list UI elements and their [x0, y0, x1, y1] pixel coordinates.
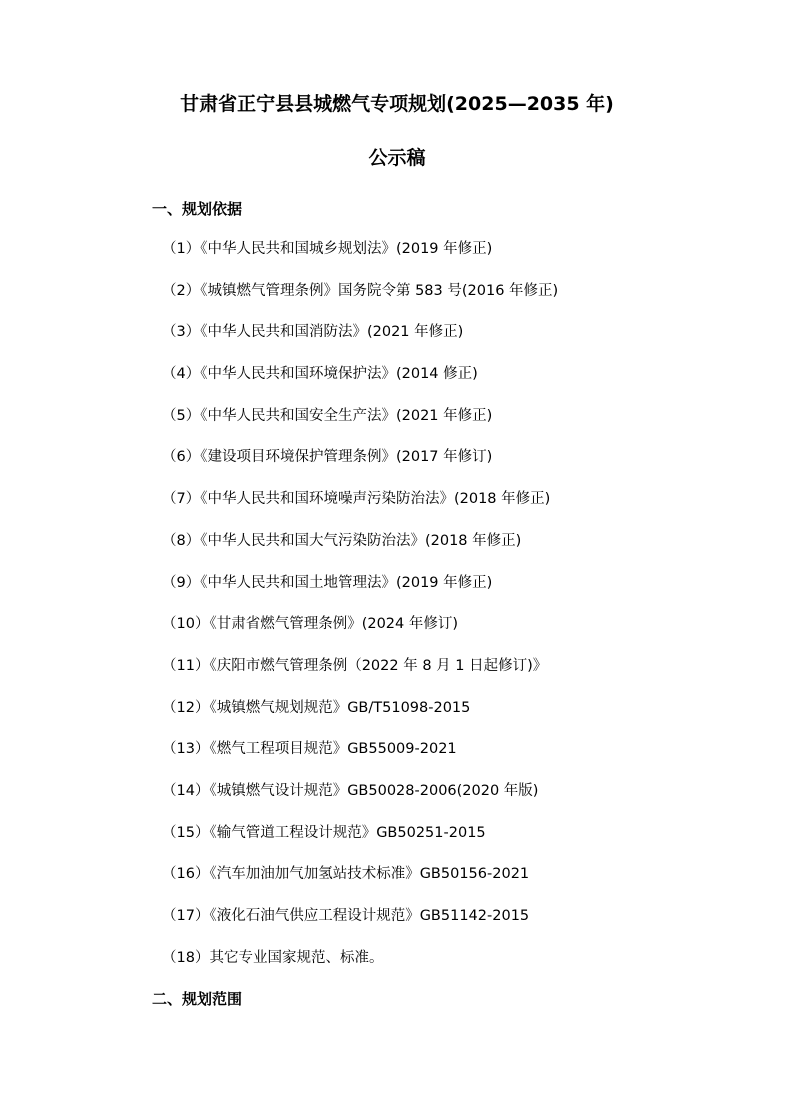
reference-item: （2）《城镇燃气管理条例》国务院令第 583 号(2016 年修正) [162, 282, 559, 299]
reference-item: （10）《甘肃省燃气管理条例》(2024 年修订) [162, 616, 459, 633]
reference-item: （9）《中华人民共和国土地管理法》(2019 年修正) [162, 574, 493, 591]
document-subtitle: 公示稿 [368, 147, 426, 169]
reference-item: （14）《城镇燃气设计规范》GB50028-2006(2020 年版) [162, 782, 539, 799]
document-title: 甘肃省正宁县县城燃气专项规划(2025—2035 年) [180, 93, 614, 115]
reference-item: （3）《中华人民共和国消防法》(2021 年修正) [162, 324, 464, 341]
reference-item: （8）《中华人民共和国大气污染防治法》(2018 年修正) [162, 532, 522, 549]
reference-item: （18）其它专业国家规范、标准。 [162, 949, 384, 966]
reference-item: （13）《燃气工程项目规范》GB55009-2021 [162, 741, 457, 758]
section-heading-scope: 二、规划范围 [152, 990, 243, 1008]
reference-item: （5）《中华人民共和国安全生产法》(2021 年修正) [162, 407, 493, 424]
section-heading-basis: 一、规划依据 [152, 200, 243, 218]
reference-list [162, 238, 558, 988]
reference-item: （1）《中华人民共和国城乡规划法》(2019 年修正) [162, 241, 493, 257]
reference-item: （12）《城镇燃气规划规范》GB/T51098-2015 [162, 699, 471, 716]
reference-item: （7）《中华人民共和国环境噪声污染防治法》(2018 年修正) [162, 491, 551, 508]
reference-item: （15）《输气管道工程设计规范》GB50251-2015 [162, 824, 486, 841]
reference-item: （16）《汽车加油加气加氢站技术标准》GB50156-2021 [162, 866, 530, 883]
reference-item: （11）《庆阳市燃气管理条例（2022 年 8 月 1 日起修订)》 [162, 657, 548, 674]
reference-item: （6）《建设项目环境保护管理条例》(2017 年修订) [162, 449, 493, 466]
reference-item: （17）《液化石油气供应工程设计规范》GB51142-2015 [162, 908, 530, 924]
reference-item: （4）《中华人民共和国环境保护法》(2014 修正) [162, 366, 478, 383]
